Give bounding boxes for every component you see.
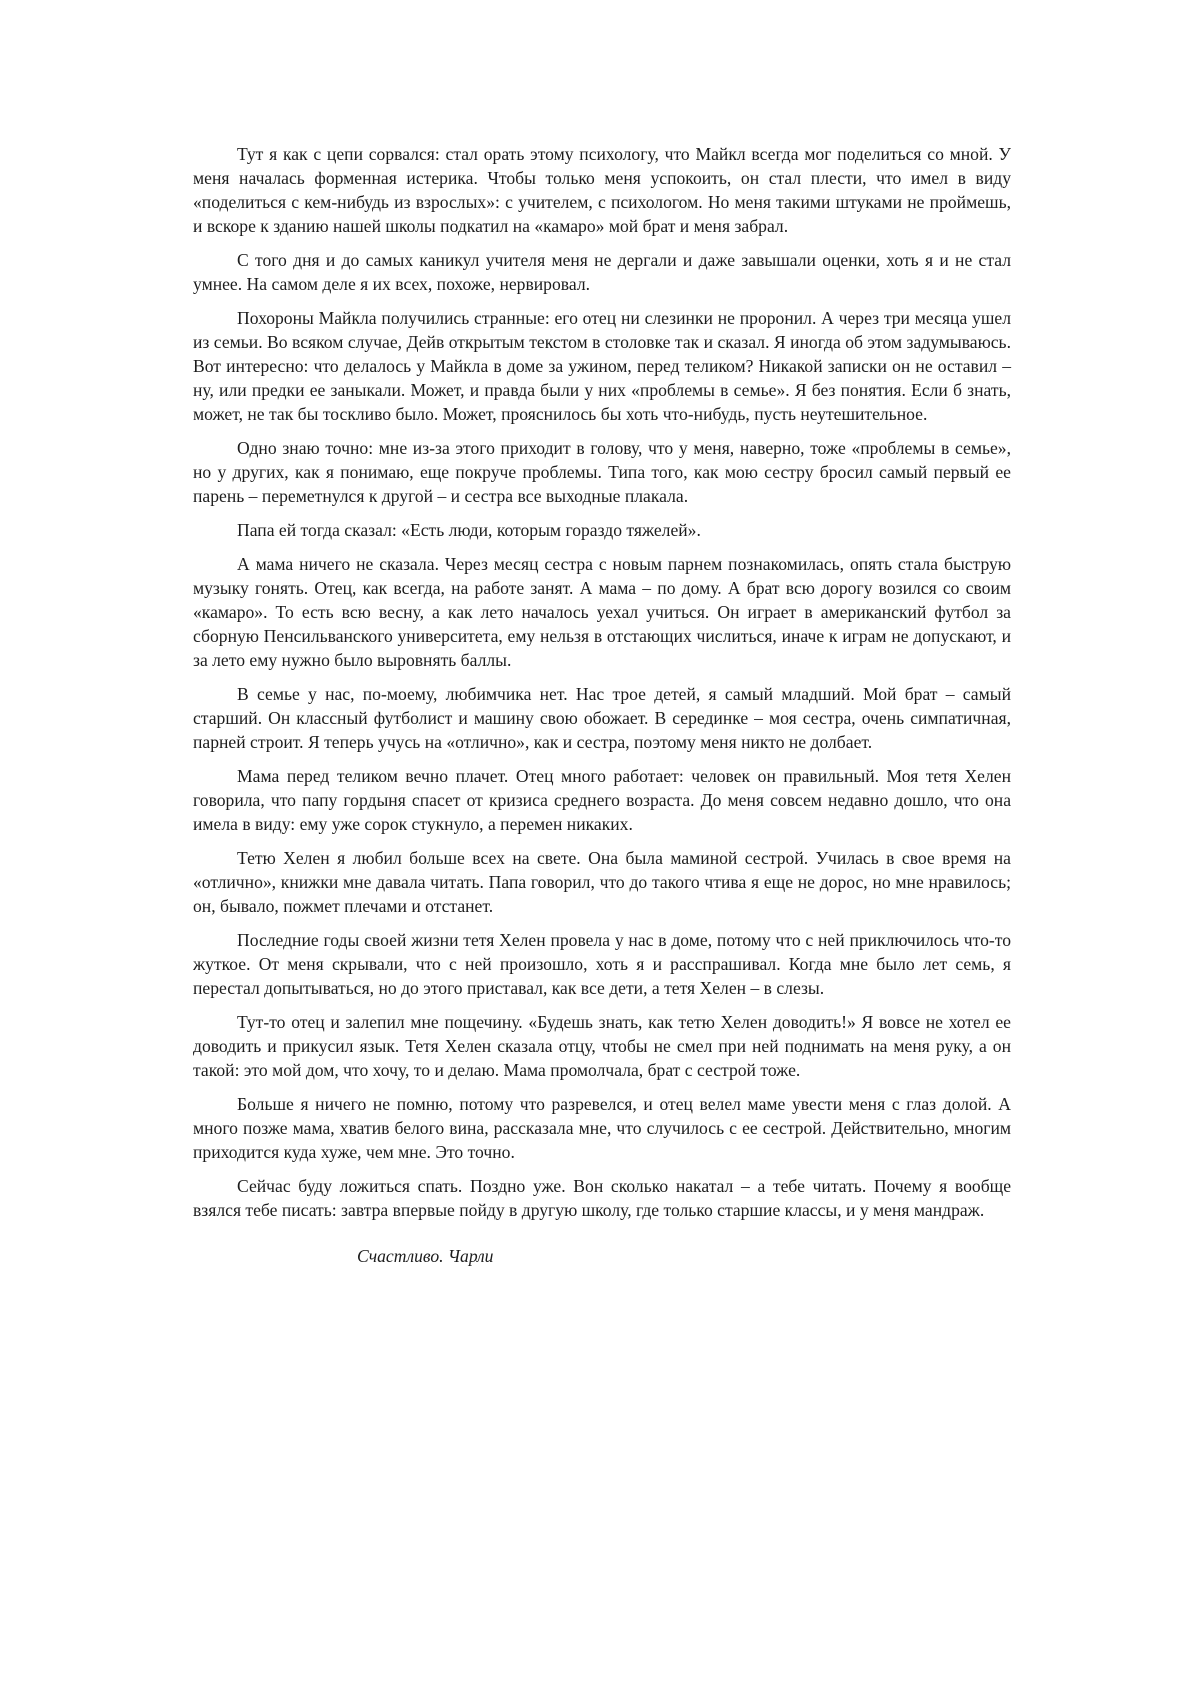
paragraph-13: Сейчас буду ложиться спать. Поздно уже. Вон сколько накатал – а тебе читать. Почему я вообще взялся тебе писать: завтра впервые пойду в другую школу, где только старшие классы, и у меня мандраж. (193, 1176, 1011, 1220)
paragraph-5: Папа ей тогда сказал: «Есть люди, которым гораздо тяжелей». (237, 520, 701, 540)
paragraph-9: Тетю Хелен я любил больше всех на свете. Она была маминой сестрой. Училась в свое время на «отлично», книжки мне давала читать. Папа говорил, что до такого чтива я еще не дорос, но мне нравилось; он, бывало, пожмет плечами и отстанет. (193, 848, 1011, 916)
paragraph-12: Больше я ничего не помню, потому что разревелся, и отец велел маме увести меня с глаз долой. А много позже мама, хватив белого вина, рассказала мне, что случилось с ее сестрой. Действительно, многим приходится куда хуже, чем мне. Это точно. (193, 1094, 1011, 1162)
paragraph-6: А мама ничего не сказала. Через месяц сестра с новым парнем познакомилась, опять стала быструю музыку гонять. Отец, как всегда, на работе занят. А мама – по дому. А брат всю дорогу возился со своим «камаро». То есть всю весну, а как лето началось уехал учиться. Он играет в американский футбол за сборную Пенсильванского университета, ему нельзя в отстающих числиться, иначе к играм не допускают, и за лето ему нужно было выровнять баллы. (193, 554, 1011, 670)
signature: Счастливо. Чарли (357, 1246, 494, 1266)
paragraph-1: Тут я как с цепи сорвался: стал орать этому психологу, что Майкл всегда мог поделиться со мной. У меня началась форменная истерика. Чтобы только меня успокоить, он стал плести, что имел в виду «поделиться с кем-нибудь из взрослых»: с учителем, с психологом. Но меня такими штуками не проймешь, и вскоре к зданию нашей школы подкатил на «камаро» мой брат и меня забрал. (193, 144, 1011, 236)
paragraph-2: С того дня и до самых каникул учителя меня не дергали и даже завышали оценки, хоть я и не стал умнее. На самом деле я их всех, похоже, нервировал. (193, 250, 1011, 294)
paragraph-11: Тут-то отец и залепил мне пощечину. «Будешь знать, как тетю Хелен доводить!» Я вовсе не хотел ее доводить и прикусил язык. Тетя Хелен сказала отцу, чтобы не смел при ней поднимать на меня руку, а он такой: это мой дом, что хочу, то и делаю. Мама промолчала, брат с сестрой тоже. (193, 1012, 1011, 1080)
document-page (193, 142, 1011, 1268)
paragraph-4: Одно знаю точно: мне из-за этого приходит в голову, что у меня, наверно, тоже «проблемы в семье», но у других, как я понимаю, еще покруче проблемы. Типа того, как мою сестру бросил самый первый ее парень – переметнулся к другой – и сестра все выходные плакала. (193, 438, 1011, 506)
paragraph-10: Последние годы своей жизни тетя Хелен провела у нас в доме, потому что с ней приключилось что-то жуткое. От меня скрывали, что с ней произошло, хоть я и расспрашивал. Когда мне было лет семь, я перестал допытываться, но до этого приставал, как все дети, а тетя Хелен – в слезы. (193, 930, 1011, 998)
paragraph-7: В семье у нас, по-моему, любимчика нет. Нас трое детей, я самый младший. Мой брат – самый старший. Он классный футболист и машину свою обожает. В серединке – моя сестра, очень симпатичная, парней строит. Я теперь учусь на «отлично», как и сестра, поэтому меня никто не долбает. (193, 684, 1011, 752)
paragraph-3: Похороны Майкла получились странные: его отец ни слезинки не проронил. А через три месяца ушел из семьи. Во всяком случае, Дейв открытым текстом в столовке так и сказал. Я иногда об этом задумываюсь. Вот интересно: что делалось у Майкла в доме за ужином, перед теликом? Никакой записки он не оставил – ну, или предки ее заныкали. Может, и правда были у них «проблемы в семье». Я без понятия. Если б знать, может, не так бы тоскливо было. Может, прояснилось бы хоть что-нибудь, пусть неутешительное. (193, 308, 1011, 424)
paragraph-8: Мама перед теликом вечно плачет. Отец много работает: человек он правильный. Моя тетя Хелен говорила, что папу гордыня спасет от кризиса среднего возраста. До меня совсем недавно дошло, что она имела в виду: ему уже сорок стукнуло, а перемен никаких. (193, 766, 1011, 834)
